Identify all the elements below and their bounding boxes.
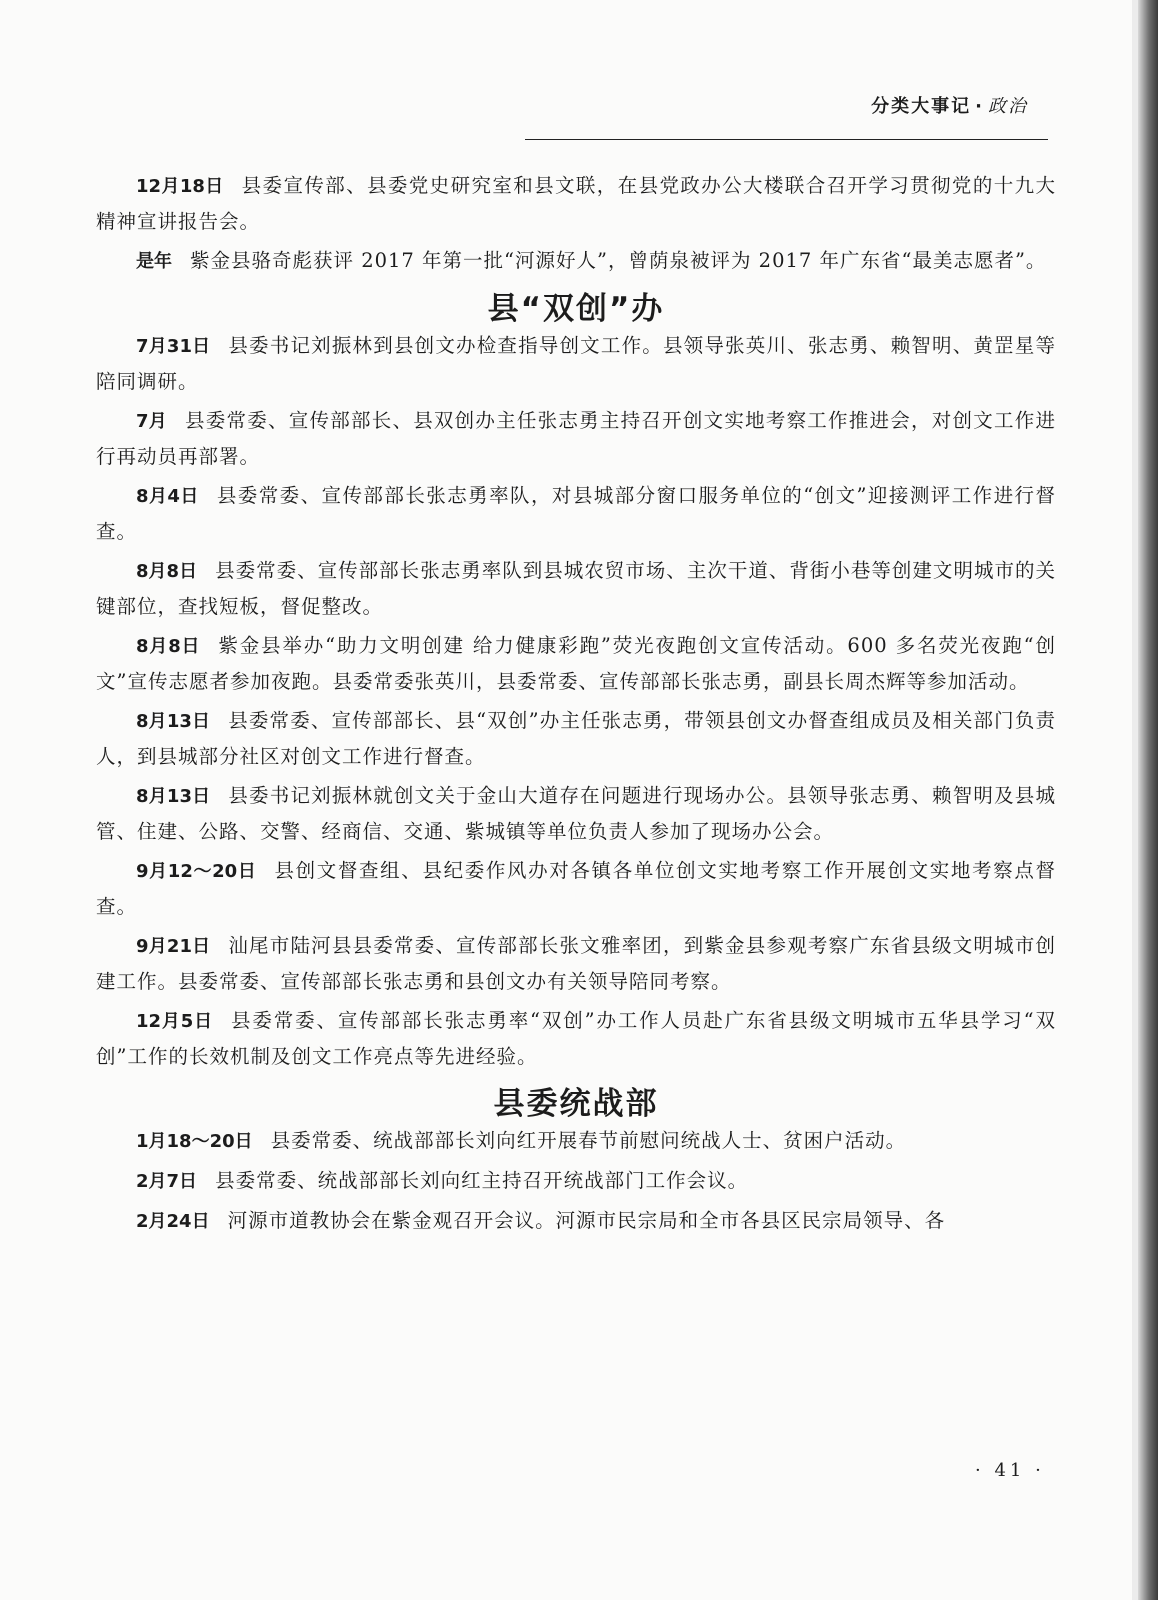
entry-text: 县委常委、统战部部长刘向红主持召开统战部门工作会议。 (215, 1169, 749, 1192)
entry-date: 8月13日 (136, 786, 211, 807)
entry-date: 8月13日 (136, 711, 211, 732)
entry-date: 12月18日 (136, 176, 224, 197)
entry-date: 1月18～20日 (136, 1131, 253, 1152)
entry-date: 2月24日 (136, 1211, 210, 1232)
header-title: 分类大事记 (871, 96, 972, 117)
entry-date: 8月4日 (136, 486, 199, 507)
entry-text: 河源市道教协会在紫金观召开会议。河源市民宗局和全市各县区民宗局领导、各 (227, 1209, 946, 1232)
entry-text: 紫金县骆奇彪获评 2017 年第一批“河源好人”，曾荫泉被评为 2017 年广东省“最美志愿者”。 (190, 249, 1047, 272)
entry-text: 县创文督查组、县纪委作风办对各镇各单位创文实地考察工作开展创文实地考察点督查。 (96, 859, 1056, 918)
entry-text: 县委书记刘振林到县创文办检查指导创文工作。县领导张英川、张志勇、赖智明、黄罡星等陪同调研。 (96, 334, 1056, 393)
entry-text: 县委书记刘振林就创文关于金山大道存在问题进行现场办公。县领导张志勇、赖智明及县城管、住建、公路、交警、经商信、交通、紫城镇等单位负责人参加了现场办公会。 (96, 784, 1056, 843)
entry-date: 7月 (136, 411, 168, 432)
running-header (871, 92, 1028, 118)
entry-date: 8月8日 (136, 561, 198, 582)
entry-date: 9月21日 (136, 936, 211, 957)
entry-date: 8月8日 (136, 636, 201, 657)
header-dot: · (975, 96, 984, 117)
entry-date: 12月5日 (136, 1011, 214, 1032)
chronicle-entry (96, 778, 1056, 849)
section-entries-shuangchuang (96, 328, 1056, 1074)
entry-text: 紫金县举办“助力文明创建 给力健康彩跑”荧光夜跑创文宣传活动。600 多名荧光夜跑“创文”宣传志愿者参加夜跑。县委常委张英川，县委常委、宣传部部长张志勇，副县长周杰辉等参加活动。 (96, 634, 1056, 693)
entry-text: 县委常委、宣传部部长张志勇率“双创”办工作人员赴广东省县级文明城市五华县学习“双创”工作的长效机制及创文工作亮点等先进经验。 (96, 1009, 1056, 1068)
chronicle-entry (96, 1203, 1056, 1239)
chronicle-entry (96, 478, 1056, 549)
entry-text: 县委宣传部、县委党史研究室和县文联，在县党政办公大楼联合召开学习贯彻党的十九大精神宣讲报告会。 (96, 174, 1056, 233)
entry-date: 2月7日 (136, 1171, 198, 1192)
page-number: · 41 · (975, 1460, 1045, 1481)
chronicle-entry (96, 243, 1056, 279)
chronicle-entry (96, 1003, 1056, 1074)
chronicle-entry (96, 928, 1056, 999)
entry-text: 县委常委、统战部部长刘向红开展春节前慰问统战人士、贫困户活动。 (270, 1129, 907, 1152)
scan-edge (1138, 0, 1158, 1600)
chronicle-entry (96, 1123, 1056, 1159)
chronicle-entry (96, 703, 1056, 774)
section-title-shuangchuang: 县“双创”办 (487, 291, 665, 327)
entry-text: 县委常委、宣传部部长张志勇率队，对县城部分窗口服务单位的“创文”迎接测评工作进行督查。 (96, 484, 1056, 543)
chronicle-entry (96, 628, 1056, 699)
entry-text: 县委常委、宣传部部长、县“双创”办主任张志勇，带领县创文办督查组成员及相关部门负责人，到县城部分社区对创文工作进行督查。 (96, 709, 1056, 768)
header-rule (525, 139, 1048, 140)
entry-text: 汕尾市陆河县县委常委、宣传部部长张文雅率团，到紫金县参观考察广东省县级文明城市创建工作。县委常委、宣传部部长张志勇和县创文办有关领导陪同考察。 (96, 934, 1056, 993)
entry-date: 9月12～20日 (136, 861, 257, 882)
chronicle-entry (96, 403, 1056, 474)
entry-text: 县委常委、宣传部部长、县双创办主任张志勇主持召开创文实地考察工作推进会，对创文工作进行再动员再部署。 (96, 409, 1056, 468)
chronicle-entry (96, 328, 1056, 399)
page-content (96, 168, 1056, 1243)
entry-date: 7月31日 (136, 336, 211, 357)
chronicle-entry (96, 553, 1056, 624)
section-entries-tongzhan (96, 1123, 1056, 1239)
entry-text: 县委常委、宣传部部长张志勇率队到县城农贸市场、主次干道、背街小巷等创建文明城市的关键部位，查找短板，督促整改。 (96, 559, 1056, 618)
chronicle-entry (96, 853, 1056, 924)
section-title-tongzhan: 县委统战部 (493, 1086, 659, 1122)
intro-entries (96, 168, 1056, 279)
entry-date: 是年 (136, 251, 172, 272)
header-subtitle: 政治 (988, 96, 1028, 117)
chronicle-entry (96, 168, 1056, 239)
chronicle-entry (96, 1163, 1056, 1199)
